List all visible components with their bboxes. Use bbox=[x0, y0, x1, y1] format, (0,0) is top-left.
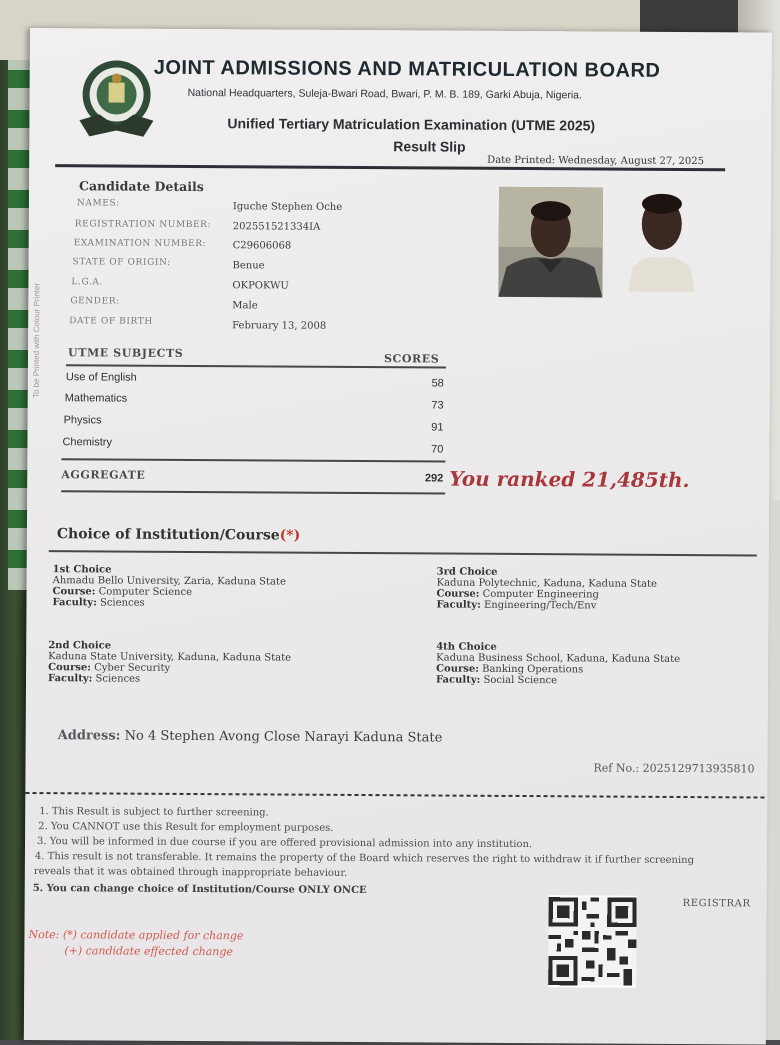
choice-heading: 4th Choice bbox=[436, 641, 497, 653]
legend-line-2: (+) candidate effected change bbox=[64, 944, 233, 959]
faculty-value: Social Science bbox=[483, 674, 558, 687]
choice-faculty bbox=[436, 674, 680, 686]
field-value-examination-number: C29606068 bbox=[232, 240, 292, 252]
slip-title: Result Slip bbox=[393, 138, 466, 155]
note-item: reveals that it was obtained through inappropriate behaviour. bbox=[33, 866, 348, 879]
field-value-date-of-birth: February 13, 2008 bbox=[232, 320, 327, 332]
legend-line-1: Note: (*) candidate applied for change bbox=[28, 928, 244, 943]
aggregate-score: 292 bbox=[424, 472, 444, 485]
candidate-details-title: Candidate Details bbox=[78, 178, 204, 195]
field-label-lga: L.G.A. bbox=[71, 277, 104, 288]
address-value: No 4 Stephen Avong Close Narayi Kaduna State bbox=[124, 728, 443, 746]
course-label: Course: bbox=[52, 586, 96, 598]
field-label-date-of-birth: DATE OF BIRTH bbox=[69, 316, 153, 327]
note-item: 4. This result is not transferable. It remains the property of the Board which reserves the right to withdraw it if further screening bbox=[34, 851, 695, 867]
choice-heading: 1st Choice bbox=[52, 564, 112, 576]
candidate-photo-copy bbox=[624, 188, 699, 292]
choice-heading: 2nd Choice bbox=[48, 640, 112, 652]
choice-section-title bbox=[57, 526, 300, 543]
course-label: Course: bbox=[436, 663, 479, 675]
field-label-state-of-origin: STATE OF ORIGIN: bbox=[72, 257, 171, 268]
faculty-label: Faculty: bbox=[47, 673, 93, 685]
board-name: JOINT ADMISSIONS AND MATRICULATION BOARD bbox=[153, 56, 661, 82]
subjects-bottom-rule bbox=[61, 458, 445, 462]
faculty-label: Faculty: bbox=[435, 674, 481, 686]
subject-score: 73 bbox=[431, 399, 444, 412]
choice-block-4 bbox=[436, 641, 680, 686]
field-label-names: NAMES: bbox=[76, 198, 120, 209]
qr-code-icon bbox=[548, 895, 637, 988]
choice-title-mark: (*) bbox=[279, 527, 301, 544]
subject-name: Use of English bbox=[65, 371, 137, 384]
course-label: Course: bbox=[436, 588, 480, 600]
choice-block-3 bbox=[436, 566, 657, 611]
course-value: Computer Engineering bbox=[482, 588, 599, 601]
course-value: Banking Operations bbox=[482, 663, 584, 676]
choice-institution: Ahmadu Bello University, Zaria, Kaduna State bbox=[52, 575, 286, 588]
choice-institution: Kaduna Business School, Kaduna, Kaduna State bbox=[436, 652, 681, 665]
exam-title: Unified Tertiary Matriculation Examination (UTME 2025) bbox=[227, 115, 596, 134]
choice-block-1 bbox=[52, 564, 286, 609]
note-item: 1. This Result is subject to further screening. bbox=[39, 806, 269, 819]
choice-heading: 3rd Choice bbox=[436, 566, 498, 578]
field-value-registration-number: 202551521334IA bbox=[232, 221, 321, 233]
subjects-header: UTME SUBJECTS bbox=[67, 346, 184, 360]
faculty-value: Sciences bbox=[99, 597, 145, 609]
candidate-photo bbox=[498, 187, 603, 298]
subject-name: Mathematics bbox=[64, 392, 128, 405]
note-item: 5. You can change choice of Institution/Course ONLY ONCE bbox=[32, 883, 367, 897]
course-value: Cyber Security bbox=[94, 662, 171, 674]
notes-divider bbox=[25, 792, 767, 798]
jamb-seal-logo-icon bbox=[73, 54, 160, 141]
choice-institution: Kaduna Polytechnic, Kaduna, Kaduna State bbox=[436, 577, 657, 590]
date-printed: Date Printed: Wednesday, August 27, 2025 bbox=[487, 154, 705, 168]
choice-faculty bbox=[436, 599, 656, 611]
candidate-address bbox=[58, 728, 443, 745]
choice-rule bbox=[49, 550, 757, 556]
registrar-label: REGISTRAR bbox=[682, 898, 751, 910]
subject-name: Chemistry bbox=[62, 436, 113, 449]
reference-number: Ref No.: 2025129713935810 bbox=[593, 761, 755, 776]
subject-score: 70 bbox=[431, 443, 444, 456]
field-label-gender: GENDER: bbox=[70, 296, 120, 307]
field-value-state-of-origin: Benue bbox=[232, 260, 265, 272]
address-label: Address: bbox=[57, 728, 121, 744]
field-value-names: Iguche Stephen Oche bbox=[232, 201, 343, 213]
margin-print-note: To be Printed with Colour Printer bbox=[31, 282, 42, 399]
board-address: National Headquarters, Suleja-Bwari Road, Bwari, P. M. B. 189, Garki Abuja, Nigeria. bbox=[187, 86, 582, 102]
field-label-examination-number: EXAMINATION NUMBER: bbox=[73, 238, 207, 250]
note-item: 3. You will be informed in due course if you are offered provisional admission into any institution. bbox=[36, 836, 533, 851]
choice-faculty bbox=[52, 597, 285, 609]
field-value-lga: OKPOKWU bbox=[232, 280, 289, 292]
subject-name: Physics bbox=[63, 414, 102, 427]
subject-score: 58 bbox=[431, 377, 444, 390]
choice-block-2 bbox=[48, 640, 291, 685]
faculty-label: Faculty: bbox=[436, 599, 481, 611]
course-label: Course: bbox=[48, 662, 91, 674]
scores-header: SCORES bbox=[383, 352, 440, 366]
result-slip-document bbox=[24, 28, 772, 1045]
aggregate-rule bbox=[61, 490, 445, 494]
choice-institution: Kaduna State University, Kaduna, Kaduna State bbox=[48, 651, 292, 664]
faculty-value: Engineering/Tech/Env bbox=[483, 599, 597, 612]
note-item: 2. You CANNOT use this Result for employment purposes. bbox=[38, 821, 334, 834]
faculty-value: Sciences bbox=[95, 673, 141, 685]
choice-title-text: Choice of Institution/Course bbox=[56, 526, 280, 544]
subject-score: 91 bbox=[431, 421, 444, 434]
aggregate-label: AGGREGATE bbox=[61, 468, 146, 482]
faculty-label: Faculty: bbox=[52, 597, 97, 609]
rank-text: You ranked 21,485th. bbox=[449, 466, 690, 493]
choice-faculty bbox=[48, 673, 291, 685]
field-value-gender: Male bbox=[232, 300, 258, 312]
course-value: Computer Science bbox=[98, 586, 193, 599]
field-label-registration-number: REGISTRATION NUMBER: bbox=[74, 219, 212, 231]
